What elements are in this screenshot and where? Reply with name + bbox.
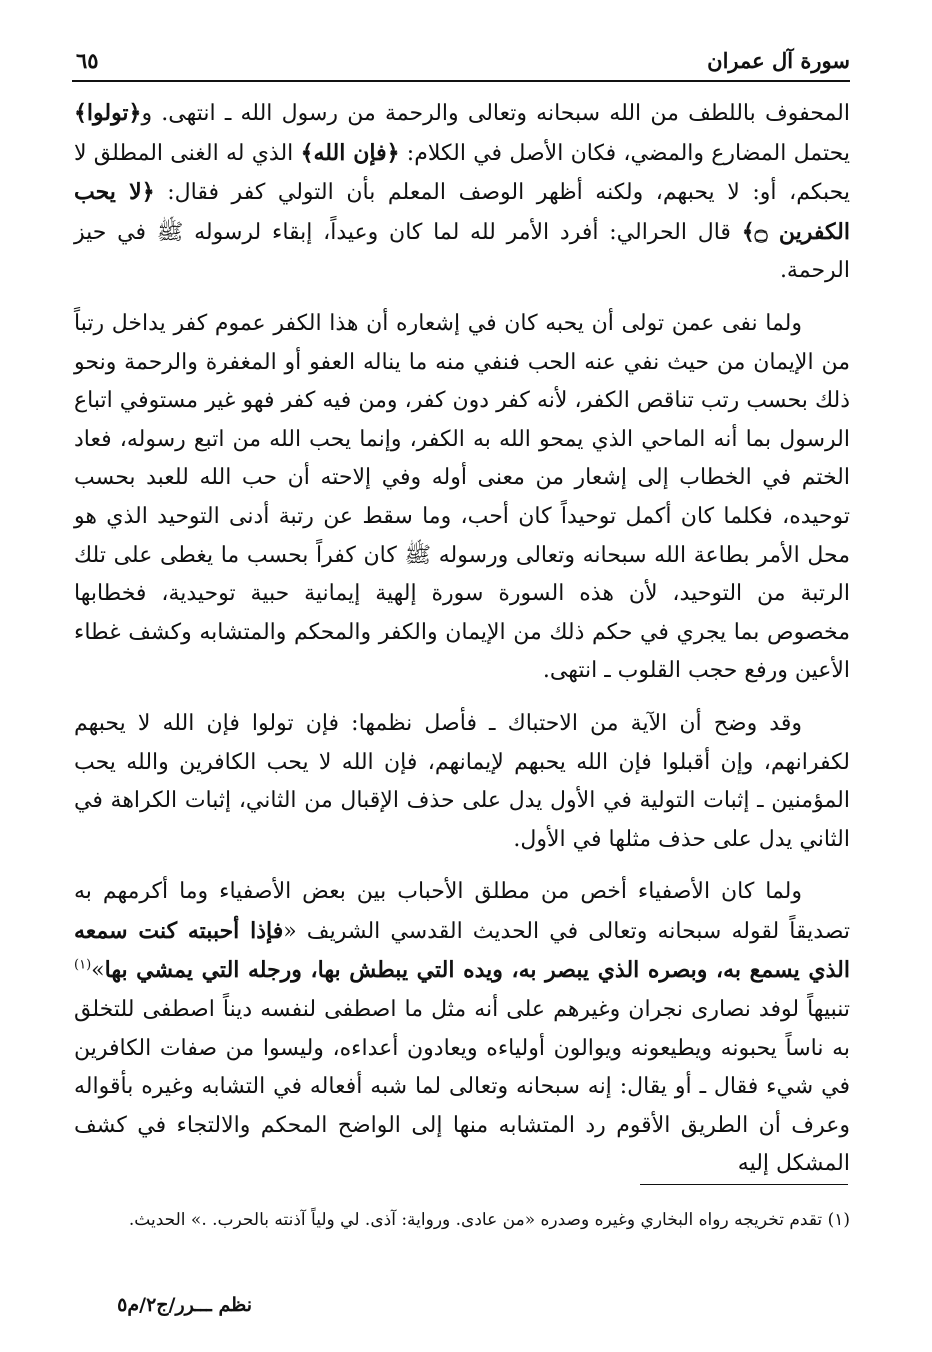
text-run: » — [91, 958, 105, 984]
header-divider — [72, 80, 850, 82]
text-run: يحتمل المضارع والمضي، فكان الأصل في الكلام: — [399, 140, 850, 166]
paragraph-2: ولما نفى عمن تولى أن يحبه كان في إشعاره أن هذا الكفر عموم كفر يداخل رتباً من الإيمان من حيث نفي عنه الحب فنفي منه ما يناله العفو أو المغفرة والرحمة ونحو ذلك بحسب رتب تناقص الكفر، لأنه كفر دون كفر، ومن فيه كفر فهو غير مستوفي اتباع الرسول بما أنه الماحي الذي يمحو الله به الكفر، وإنما يحب الله من اتبع رسوله، فعاد الختم في الخطاب إلى إشعار من معنى أوله وفي إلاحته أن حب الله للعبد بحسب توحيده، فكلما كان أكمل توحيداً كان أحب، وما سقط عن رتبة أدنى التوحيد الذي هو محل الأمر بطاعة الله سبحانه وتعالى ورسوله ﷺ كان كفراً بحسب ما يغطى على تلك الرتبة من التوحيد، لأن هذه السورة سورة إلهية إيمانية حبية توحيدية، فخطابها مخصوص بما يجري في حكم ذلك من الإيمان والكفر والمحكم والمتشابه وكشف غطاء الأعين ورفع حجب القلوب ـ انتهى. — [74, 310, 850, 684]
paragraph-3: وقد وضح أن الآية من الاحتباك ـ فأصل نظمها: فإن تولوا فإن الله لا يحبهم لكفرانهم، وإن أقبلوا فإن الله يحبهم لإيمانهم، فإن الله لا يحب الكافرين والله يحب المؤمنين ـ إثبات التولية في الأول يدل على حذف الإقبال من الثاني، إثبات الكراهة في الثاني يدل على حذف مثلها في الأول. — [74, 710, 850, 852]
hadith-quote: فإذا أحببته كنت سمعه الذي يسمع به، وبصره الذي يبصر به، ويده التي يبطش بها، ورجله التي يمشي بها — [74, 917, 850, 984]
text-run: ولما كان الأصفياء أخص من مطلق الأحباب بين بعض الأصفياء وما أكرمهم به تصديقاً لقوله سبحانه وتعالى في الحديث القدسي الشريف « — [74, 879, 850, 944]
text-run: الذي له الغنى المطلق لا يحبكم، أو: لا يحبهم، ولكنه أظهر الوصف المعلم بأن التولي كفر فقال: — [74, 140, 850, 206]
text-run: تنبيهاً لوفد نصارى نجران وغيرهم على أنه مثل ما اصطفى لنفسه ديناً اصطفى للتخلق به ناساً يحبونه ويطيعونه ويوالون أولياءه ويعادون أعداءه، وليسوا من صفات الكافرين في شيء فقال ـ أو يقال: إنه سبحانه وتعالى لما شبه أفعاله في التشابه وغيره بأقواله وعرف أن الطريق الأقوم رد المتشابه منها إلى الواضح المحكم والالتجاء في كشف المشكل إليه — [74, 997, 850, 1177]
text-run: قال الحرالي: أفرد الأمر لله لما كان وعيداً، إبقاء لرسوله ﷺ في حيز الرحمة. — [74, 219, 850, 284]
quran-quote: ﴿فإن الله﴾ — [300, 139, 400, 166]
footnote-divider — [640, 1184, 848, 1185]
page-number: ٦٥ — [76, 48, 99, 73]
footnote-reference: (١) — [74, 958, 92, 974]
print-signature: نظم ـــرر/ج٢/م٥ — [117, 1294, 252, 1316]
footnote-marker: (١) — [827, 1210, 850, 1230]
surah-title: سورة آل عمران — [707, 48, 850, 73]
paragraph-1 — [74, 94, 850, 291]
footnote — [74, 1200, 850, 1240]
quran-quote: ﴿تولوا﴾ — [74, 100, 142, 126]
paragraph-4 — [74, 873, 850, 1184]
main-text — [74, 94, 850, 1198]
running-header — [72, 42, 850, 80]
footnote-text: تقدم تخريجه رواه البخاري وغيره وصدره «من عادى. ورواية: آذى. لي ولياً آذنته بالحرب. .» الحديث. — [128, 1210, 823, 1230]
quran-quote: ﴿لا يحب الكفرين ۝﴾ — [74, 179, 850, 245]
text-run: المحفوف باللطف من الله سبحانه وتعالى والرحمة من رسول الله ـ انتهى. و — [141, 101, 850, 126]
